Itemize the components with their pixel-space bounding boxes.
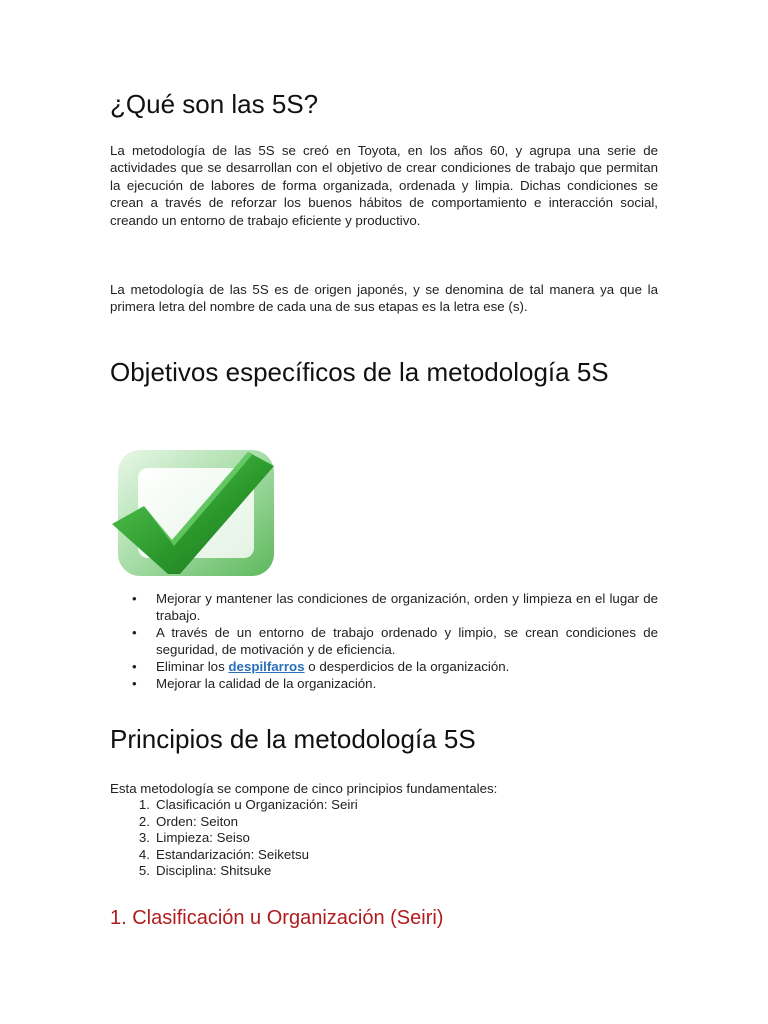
list-item xyxy=(110,624,658,658)
objectives-list xyxy=(110,590,658,692)
link-despilfarros[interactable]: despilfarros xyxy=(228,659,305,674)
principles-intro: Esta metodología se compone de cinco principios fundamentales: xyxy=(110,781,498,796)
list-item xyxy=(110,797,358,814)
list-number: 1. xyxy=(138,797,150,812)
bullet-icon: • xyxy=(132,625,137,640)
list-item-text: Disciplina: Shitsuke xyxy=(156,863,272,879)
list-item-text-after: o desperdicios de la organización. xyxy=(304,659,510,674)
checkmark-icon xyxy=(110,444,280,582)
list-number: 2. xyxy=(138,813,150,829)
principles-list xyxy=(110,797,358,880)
list-item xyxy=(110,863,358,880)
list-item-text: A través de un entorno de trabajo ordenado y limpio, se crean condiciones de seguridad, de motivación y de eficiencia. xyxy=(156,625,658,657)
list-number: 5. xyxy=(138,863,150,879)
list-number: 3. xyxy=(138,830,150,846)
heading-principios: Principios de la metodología 5S xyxy=(110,724,476,754)
bullet-icon: • xyxy=(132,591,137,606)
bullet-icon: • xyxy=(132,659,137,674)
list-item xyxy=(110,675,658,692)
paragraph-origin: La metodología de las 5S se creó en Toyota, en los años 60, y agrupa una serie de actividades que se desarrollan con el objetivo de crear condiciones de trabajo que permitan la ejecución de labores de forma organizada, ordenada y limpia. Dichas condiciones se crean a través de reforzar los buenos hábitos de comportamiento e interacción social, creando un entorno de trabajo eficiente y productivo. xyxy=(110,143,658,228)
list-item-text: Orden: Seiton xyxy=(156,813,239,829)
list-item xyxy=(110,847,358,864)
list-number: 4. xyxy=(138,846,150,862)
list-item xyxy=(110,658,658,675)
paragraph-japanese-origin: La metodología de las 5S es de origen japonés, y se denomina de tal manera ya que la primera letra del nombre de cada una de sus etapas es la letra ese (s). xyxy=(110,282,658,315)
bullet-icon: • xyxy=(132,676,137,691)
list-item-text: Mejorar y mantener las condiciones de organización, orden y limpieza en el lugar de trabajo. xyxy=(156,591,658,623)
heading-clasificacion-seiri: 1. Clasificación u Organización (Seiri) xyxy=(110,907,444,929)
list-item-text: Estandarización: Seiketsu xyxy=(156,846,309,862)
heading-objetivos: Objetivos específicos de la metodología 5S xyxy=(110,357,609,387)
list-item-text-before: Eliminar los xyxy=(156,659,229,674)
list-item-text: Mejorar la calidad de la organización. xyxy=(156,676,377,691)
list-item xyxy=(110,590,658,624)
list-item xyxy=(110,830,358,847)
list-item-text: Limpieza: Seiso xyxy=(156,830,250,846)
list-item-text: Clasificación u Organización: Seiri xyxy=(156,797,358,812)
list-item xyxy=(110,814,358,831)
heading-que-son-5s: ¿Qué son las 5S? xyxy=(110,89,319,119)
